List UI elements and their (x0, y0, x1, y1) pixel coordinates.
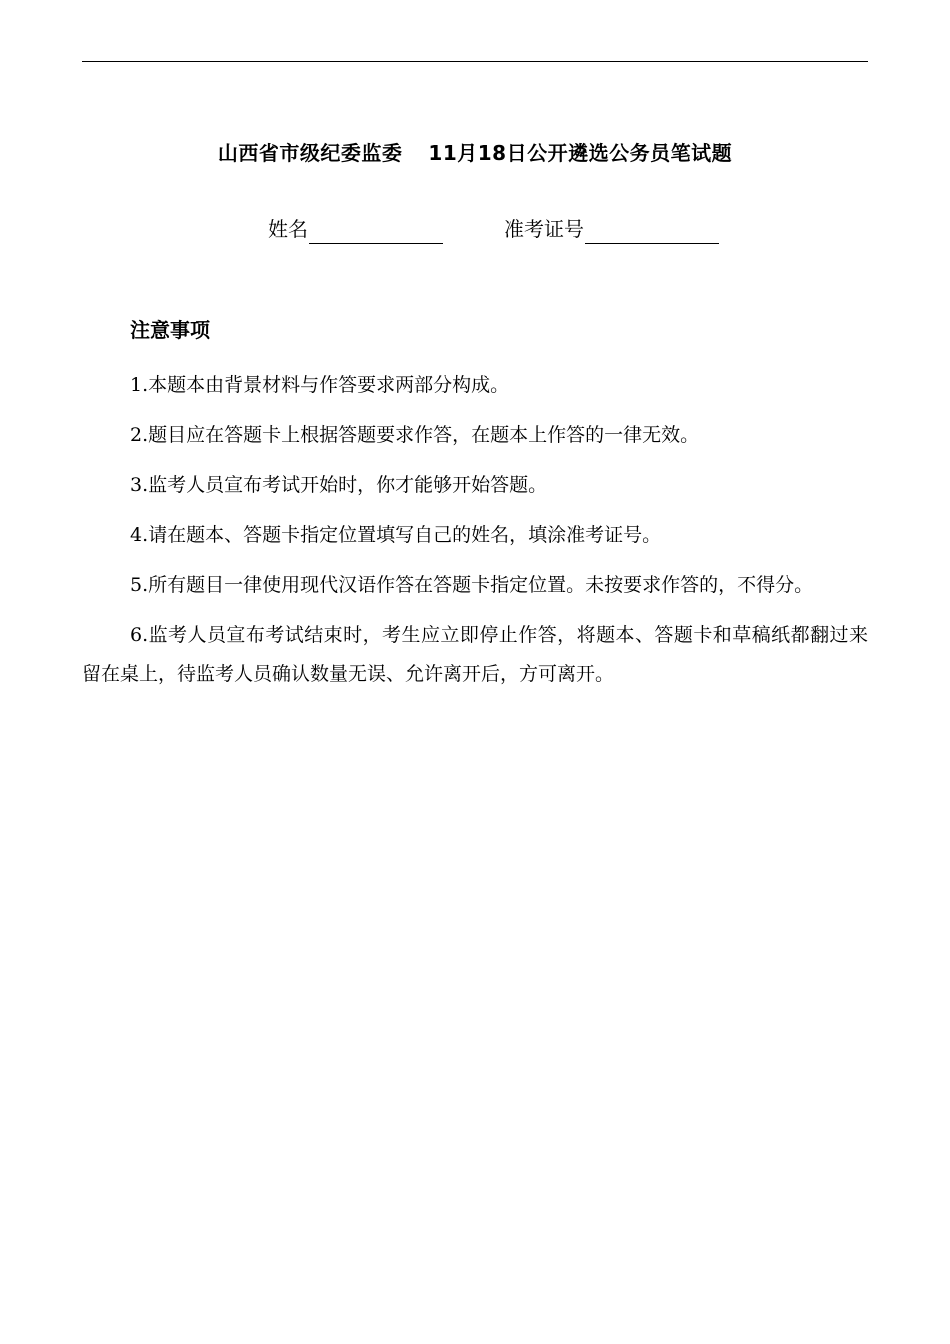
note-item: 1.本题本由背景材料与作答要求两部分构成。 (130, 374, 510, 396)
exam-title-part2: 11月18日公开遴选公务员笔试题 (428, 141, 733, 165)
candidate-info-row (268, 214, 828, 244)
notes-heading: 注意事项 (130, 318, 210, 342)
name-field (268, 214, 443, 244)
notes-list (82, 366, 868, 705)
exam-title-part1: 山西省市级纪委监委 (217, 141, 403, 165)
note-item: 4.请在题本、答题卡指定位置填写自己的姓名，填涂准考证号。 (130, 524, 662, 546)
note-item: 3.监考人员宣布考试开始时，你才能够开始答题。 (130, 474, 548, 496)
note-item: 5.所有题目一律使用现代汉语作答在答题卡指定位置。未按要求作答的，不得分。 (130, 574, 814, 596)
note-item: 2.题目应在答题卡上根据答题要求作答，在题本上作答的一律无效。 (130, 424, 700, 446)
exam-number-field (504, 214, 719, 244)
name-blank-line (309, 219, 443, 244)
exam-number-blank-line (585, 219, 719, 244)
note-item: 6.监考人员宣布考试结束时，考生应立即停止作答，将题本、答题卡和草稿纸都翻过来留在桌上，待监考人员确认数量无误、允许离开后，方可离开。 (82, 624, 868, 685)
exam-title (82, 138, 868, 168)
header-rule (82, 61, 868, 62)
name-label: 姓名 (268, 217, 308, 241)
exam-number-label: 准考证号 (504, 217, 584, 241)
